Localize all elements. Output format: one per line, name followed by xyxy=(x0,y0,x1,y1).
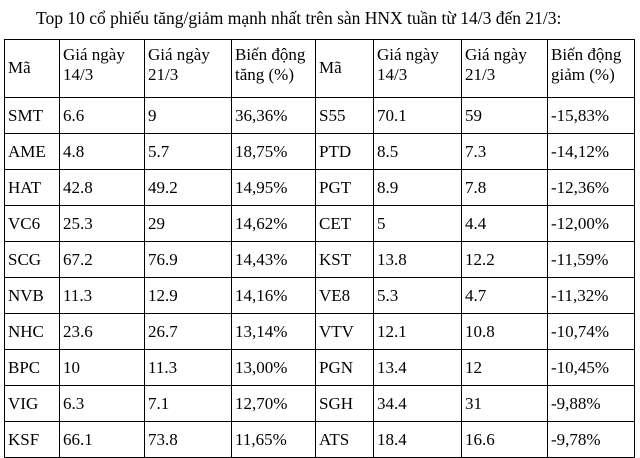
gainer-price-2-cell: 5.7 xyxy=(145,134,232,170)
loser-price-2-cell: 31 xyxy=(462,386,548,422)
table-row xyxy=(5,386,635,422)
gainer-change-cell: 13,00% xyxy=(232,350,316,386)
gainer-change-cell: 11,65% xyxy=(232,422,316,458)
loser-price-2-cell: 10.8 xyxy=(462,314,548,350)
gainer-price-1-cell: 4.8 xyxy=(60,134,145,170)
gainer-code-cell: HAT xyxy=(5,170,60,206)
gainer-price-1-cell: 42.8 xyxy=(60,170,145,206)
gainer-change-cell: 14,16% xyxy=(232,278,316,314)
table-row xyxy=(5,98,635,134)
loser-price-2-cell: 4.4 xyxy=(462,206,548,242)
gainer-price-2-cell: 26.7 xyxy=(145,314,232,350)
loser-change-cell: -12,00% xyxy=(548,206,635,242)
gainer-price-2-cell: 12.9 xyxy=(145,278,232,314)
loser-price-1-cell: 18.4 xyxy=(374,422,462,458)
loser-code-cell: S55 xyxy=(316,98,374,134)
table-row xyxy=(5,134,635,170)
gainer-price-2-cell: 11.3 xyxy=(145,350,232,386)
gainer-code-cell: NVB xyxy=(5,278,60,314)
loser-change-cell: -10,45% xyxy=(548,350,635,386)
loser-price-1-cell: 5 xyxy=(374,206,462,242)
gainer-change-cell: 12,70% xyxy=(232,386,316,422)
header-gainer-price-2: Giá ngày 21/3 xyxy=(145,40,232,98)
loser-code-cell: VTV xyxy=(316,314,374,350)
loser-code-cell: PGN xyxy=(316,350,374,386)
loser-price-2-cell: 7.3 xyxy=(462,134,548,170)
gainer-change-cell: 14,95% xyxy=(232,170,316,206)
header-gainer-code: Mã xyxy=(5,40,60,98)
loser-change-cell: -9,88% xyxy=(548,386,635,422)
table-row xyxy=(5,350,635,386)
loser-price-1-cell: 70.1 xyxy=(374,98,462,134)
gainer-price-2-cell: 49.2 xyxy=(145,170,232,206)
loser-change-cell: -12,36% xyxy=(548,170,635,206)
loser-price-2-cell: 4.7 xyxy=(462,278,548,314)
loser-price-1-cell: 5.3 xyxy=(374,278,462,314)
header-loser-change: Biến động giảm (%) xyxy=(548,40,635,98)
gainer-code-cell: SMT xyxy=(5,98,60,134)
loser-change-cell: -14,12% xyxy=(548,134,635,170)
gainer-change-cell: 14,43% xyxy=(232,242,316,278)
table-row xyxy=(5,422,635,458)
loser-change-cell: -15,83% xyxy=(548,98,635,134)
table-row xyxy=(5,170,635,206)
gainer-code-cell: KSF xyxy=(5,422,60,458)
loser-price-2-cell: 16.6 xyxy=(462,422,548,458)
gainer-code-cell: VIG xyxy=(5,386,60,422)
gainer-code-cell: BPC xyxy=(5,350,60,386)
page-title: Top 10 cổ phiếu tăng/giảm mạnh nhất trên sàn HNX tuần từ 14/3 đến 21/3: xyxy=(36,8,562,28)
loser-price-2-cell: 7.8 xyxy=(462,170,548,206)
gainer-price-1-cell: 10 xyxy=(60,350,145,386)
header-gainer-price-1: Giá ngày 14/3 xyxy=(60,40,145,98)
loser-code-cell: CET xyxy=(316,206,374,242)
gainer-price-1-cell: 67.2 xyxy=(60,242,145,278)
header-loser-price-2: Giá ngày 21/3 xyxy=(462,40,548,98)
header-loser-price-1: Giá ngày 14/3 xyxy=(374,40,462,98)
loser-code-cell: PTD xyxy=(316,134,374,170)
loser-change-cell: -9,78% xyxy=(548,422,635,458)
gainer-price-2-cell: 76.9 xyxy=(145,242,232,278)
loser-change-cell: -10,74% xyxy=(548,314,635,350)
loser-price-1-cell: 8.9 xyxy=(374,170,462,206)
gainer-price-2-cell: 29 xyxy=(145,206,232,242)
gainer-price-1-cell: 6.6 xyxy=(60,98,145,134)
gainer-change-cell: 36,36% xyxy=(232,98,316,134)
loser-code-cell: SGH xyxy=(316,386,374,422)
gainer-price-1-cell: 11.3 xyxy=(60,278,145,314)
header-loser-code: Mã xyxy=(316,40,374,98)
loser-price-1-cell: 13.8 xyxy=(374,242,462,278)
loser-price-1-cell: 8.5 xyxy=(374,134,462,170)
gainer-price-1-cell: 23.6 xyxy=(60,314,145,350)
loser-price-2-cell: 12.2 xyxy=(462,242,548,278)
gainer-change-cell: 14,62% xyxy=(232,206,316,242)
loser-code-cell: ATS xyxy=(316,422,374,458)
gainer-price-2-cell: 7.1 xyxy=(145,386,232,422)
loser-change-cell: -11,32% xyxy=(548,278,635,314)
header-gainer-change: Biến động tăng (%) xyxy=(232,40,316,98)
table-row xyxy=(5,242,635,278)
loser-code-cell: KST xyxy=(316,242,374,278)
loser-price-1-cell: 12.1 xyxy=(374,314,462,350)
gainer-code-cell: AME xyxy=(5,134,60,170)
loser-price-1-cell: 34.4 xyxy=(374,386,462,422)
table-header-row xyxy=(5,40,635,98)
gainer-code-cell: SCG xyxy=(5,242,60,278)
table-row xyxy=(5,206,635,242)
gainer-code-cell: VC6 xyxy=(5,206,60,242)
gainer-change-cell: 18,75% xyxy=(232,134,316,170)
stock-movers-table xyxy=(4,39,635,458)
gainer-price-2-cell: 9 xyxy=(145,98,232,134)
gainer-price-1-cell: 25.3 xyxy=(60,206,145,242)
loser-price-2-cell: 12 xyxy=(462,350,548,386)
gainer-code-cell: NHC xyxy=(5,314,60,350)
table-row xyxy=(5,278,635,314)
loser-code-cell: PGT xyxy=(316,170,374,206)
loser-price-1-cell: 13.4 xyxy=(374,350,462,386)
gainer-change-cell: 13,14% xyxy=(232,314,316,350)
loser-price-2-cell: 59 xyxy=(462,98,548,134)
loser-code-cell: VE8 xyxy=(316,278,374,314)
table-row xyxy=(5,314,635,350)
gainer-price-1-cell: 6.3 xyxy=(60,386,145,422)
gainer-price-1-cell: 66.1 xyxy=(60,422,145,458)
loser-change-cell: -11,59% xyxy=(548,242,635,278)
gainer-price-2-cell: 73.8 xyxy=(145,422,232,458)
